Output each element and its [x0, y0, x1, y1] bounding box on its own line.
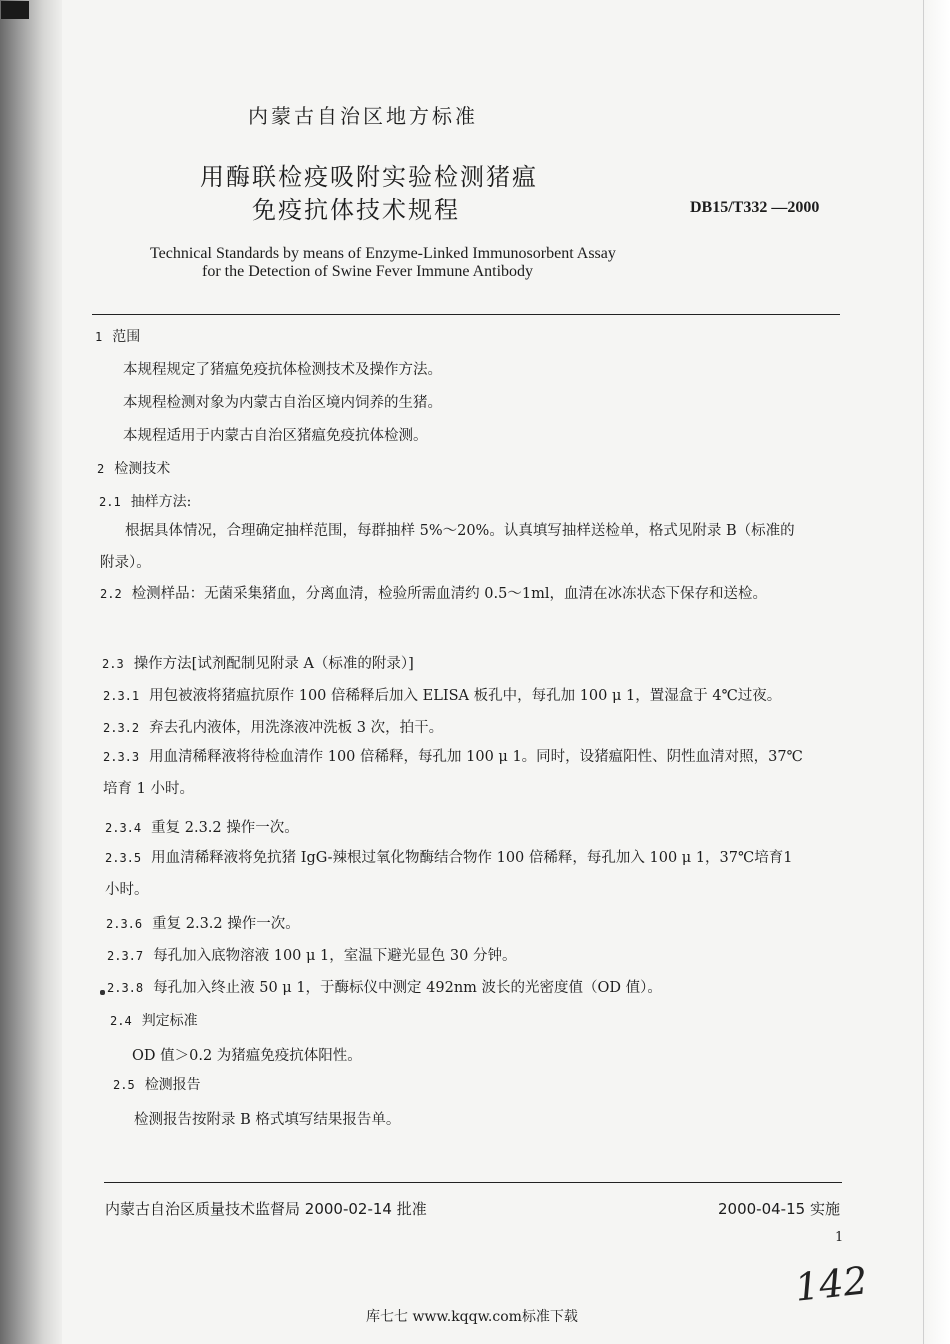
- section-2-1-heading: [99, 491, 191, 511]
- scan-speck: [100, 990, 105, 995]
- paragraph-text: 操作方法[试剂配制见附录 A（标准的附录）]: [133, 656, 414, 672]
- paragraph-2-3-7: [107, 944, 516, 965]
- section-number: 2.3.3: [103, 750, 140, 764]
- paragraph: 本规程检测对象为内蒙古自治区境内饲养的生猪。: [123, 395, 442, 411]
- paragraph-2-3-8: [107, 976, 662, 997]
- paragraph: 检测报告按附录 B 格式填写结果报告单。: [134, 1112, 401, 1128]
- effective-date: 2000-04-15 实施: [718, 1200, 840, 1218]
- section-number: 2: [97, 462, 105, 476]
- section-number: 2.3.5: [105, 851, 142, 865]
- standard-code: DB15/T332 —2000: [690, 199, 820, 216]
- section-number: 2.3.8: [107, 981, 144, 995]
- section-number: 2.3.6: [106, 917, 143, 931]
- title-line-1: 用酶联检疫吸附实验检测猪瘟: [200, 163, 538, 191]
- standard-header: 内蒙古自治区地方标准: [248, 104, 478, 128]
- english-title-line-2: for the Detection of Swine Fever Immune Antibody: [202, 263, 534, 280]
- section-number: 2.3.7: [107, 949, 144, 963]
- paragraph-text: 检测样品：无菌采集猪血，分离血清，检验所需血清约 0.5～1ml，血清在冰冻状态下保存和送检。: [131, 586, 767, 602]
- title-line-2: 免疫抗体技术规程: [252, 196, 460, 224]
- section-number: 2.2: [100, 587, 122, 601]
- section-number: 2.3.4: [105, 821, 142, 835]
- section-number: 2.3.1: [103, 689, 140, 703]
- section-title: 判定标准: [141, 1013, 198, 1029]
- paragraph: 本规程适用于内蒙古自治区猪瘟免疫抗体检测。: [123, 428, 428, 444]
- paragraph-2-3-6: [106, 912, 300, 933]
- page-edge: [923, 0, 950, 1344]
- paragraph-text: 每孔加入终止液 50 μ 1，于酶标仪中测定 492nm 波长的光密度值（OD 值）。: [153, 980, 662, 996]
- paragraph-2-2: [100, 578, 805, 610]
- section-number: 2.4: [110, 1014, 132, 1028]
- section-title: 范围: [112, 329, 141, 345]
- section-number: 2.1: [99, 495, 121, 509]
- paragraph-text: 弃去孔内液体，用洗涤液冲洗板 3 次，拍干。: [149, 720, 444, 736]
- paragraph-text: 用血清稀释液将免抗猪 IgG-辣根过氧化物酶结合物作 100 倍稀释，每孔加入 100 μ 1，37℃培育1 小时。: [105, 850, 793, 898]
- section-2-5-heading: [113, 1074, 201, 1094]
- paragraph-2-3: [102, 652, 414, 673]
- section-number: 2.3: [102, 657, 124, 671]
- section-title: 检测技术: [114, 461, 171, 477]
- section-number: 2.3.2: [103, 721, 140, 735]
- section-2-heading: [97, 458, 170, 478]
- top-rule: [92, 314, 840, 315]
- section-2-4-heading: [110, 1010, 198, 1030]
- section-number: 1: [95, 330, 103, 344]
- paragraph-2-3-4: [105, 816, 299, 837]
- section-number: 2.5: [113, 1078, 135, 1092]
- paragraph: 本规程规定了猪瘟免疫抗体检测技术及操作方法。: [123, 362, 442, 378]
- paragraph-2-3-1: [103, 684, 781, 705]
- page-number: 1: [835, 1230, 844, 1245]
- paragraph-text: 用血清稀释液将待检血清作 100 倍稀释，每孔加 100 μ 1。同时，设猪瘟阳性、阴性血清对照，37℃培育 1 小时。: [103, 749, 803, 797]
- section-title: 检测报告: [144, 1077, 201, 1093]
- book-binding-shadow: [0, 0, 62, 1344]
- paragraph-2-3-2: [103, 716, 443, 737]
- paragraph-text: 用包被液将猪瘟抗原作 100 倍稀释后加入 ELISA 板孔中，每孔加 100 μ 1，置湿盒于 4℃过夜。: [149, 688, 782, 704]
- scan-mark: [1, 1, 29, 19]
- footer-rule: [104, 1182, 842, 1183]
- paragraph-text: 重复 2.3.2 操作一次。: [152, 916, 300, 932]
- paragraph-text: 每孔加入底物溶液 100 μ 1，室温下避光显色 30 分钟。: [153, 948, 517, 964]
- section-title: 抽样方法:: [130, 494, 192, 510]
- paragraph: OD 值＞0.2 为猪瘟免疫抗体阳性。: [132, 1048, 362, 1064]
- paragraph: 根据具体情况，合理确定抽样范围，每群抽样 5%～20%。认真填写抽样送检单，格式见附录 B（标准的附录）。: [100, 523, 795, 571]
- paragraph-text: 重复 2.3.2 操作一次。: [151, 820, 299, 836]
- approval-line: 内蒙古自治区质量技术监督局 2000-02-14 批准: [105, 1200, 427, 1218]
- section-1-heading: [95, 326, 140, 346]
- handwritten-number: 142: [792, 1258, 870, 1310]
- paragraph-2-3-3: [103, 741, 808, 805]
- watermark-site: 库七七 www.kqqw.com标准下载: [366, 1309, 578, 1325]
- english-title-line-1: Technical Standards by means of Enzyme-Linked Immunosorbent Assay: [150, 245, 616, 262]
- paragraph-2-3-5: [105, 842, 810, 906]
